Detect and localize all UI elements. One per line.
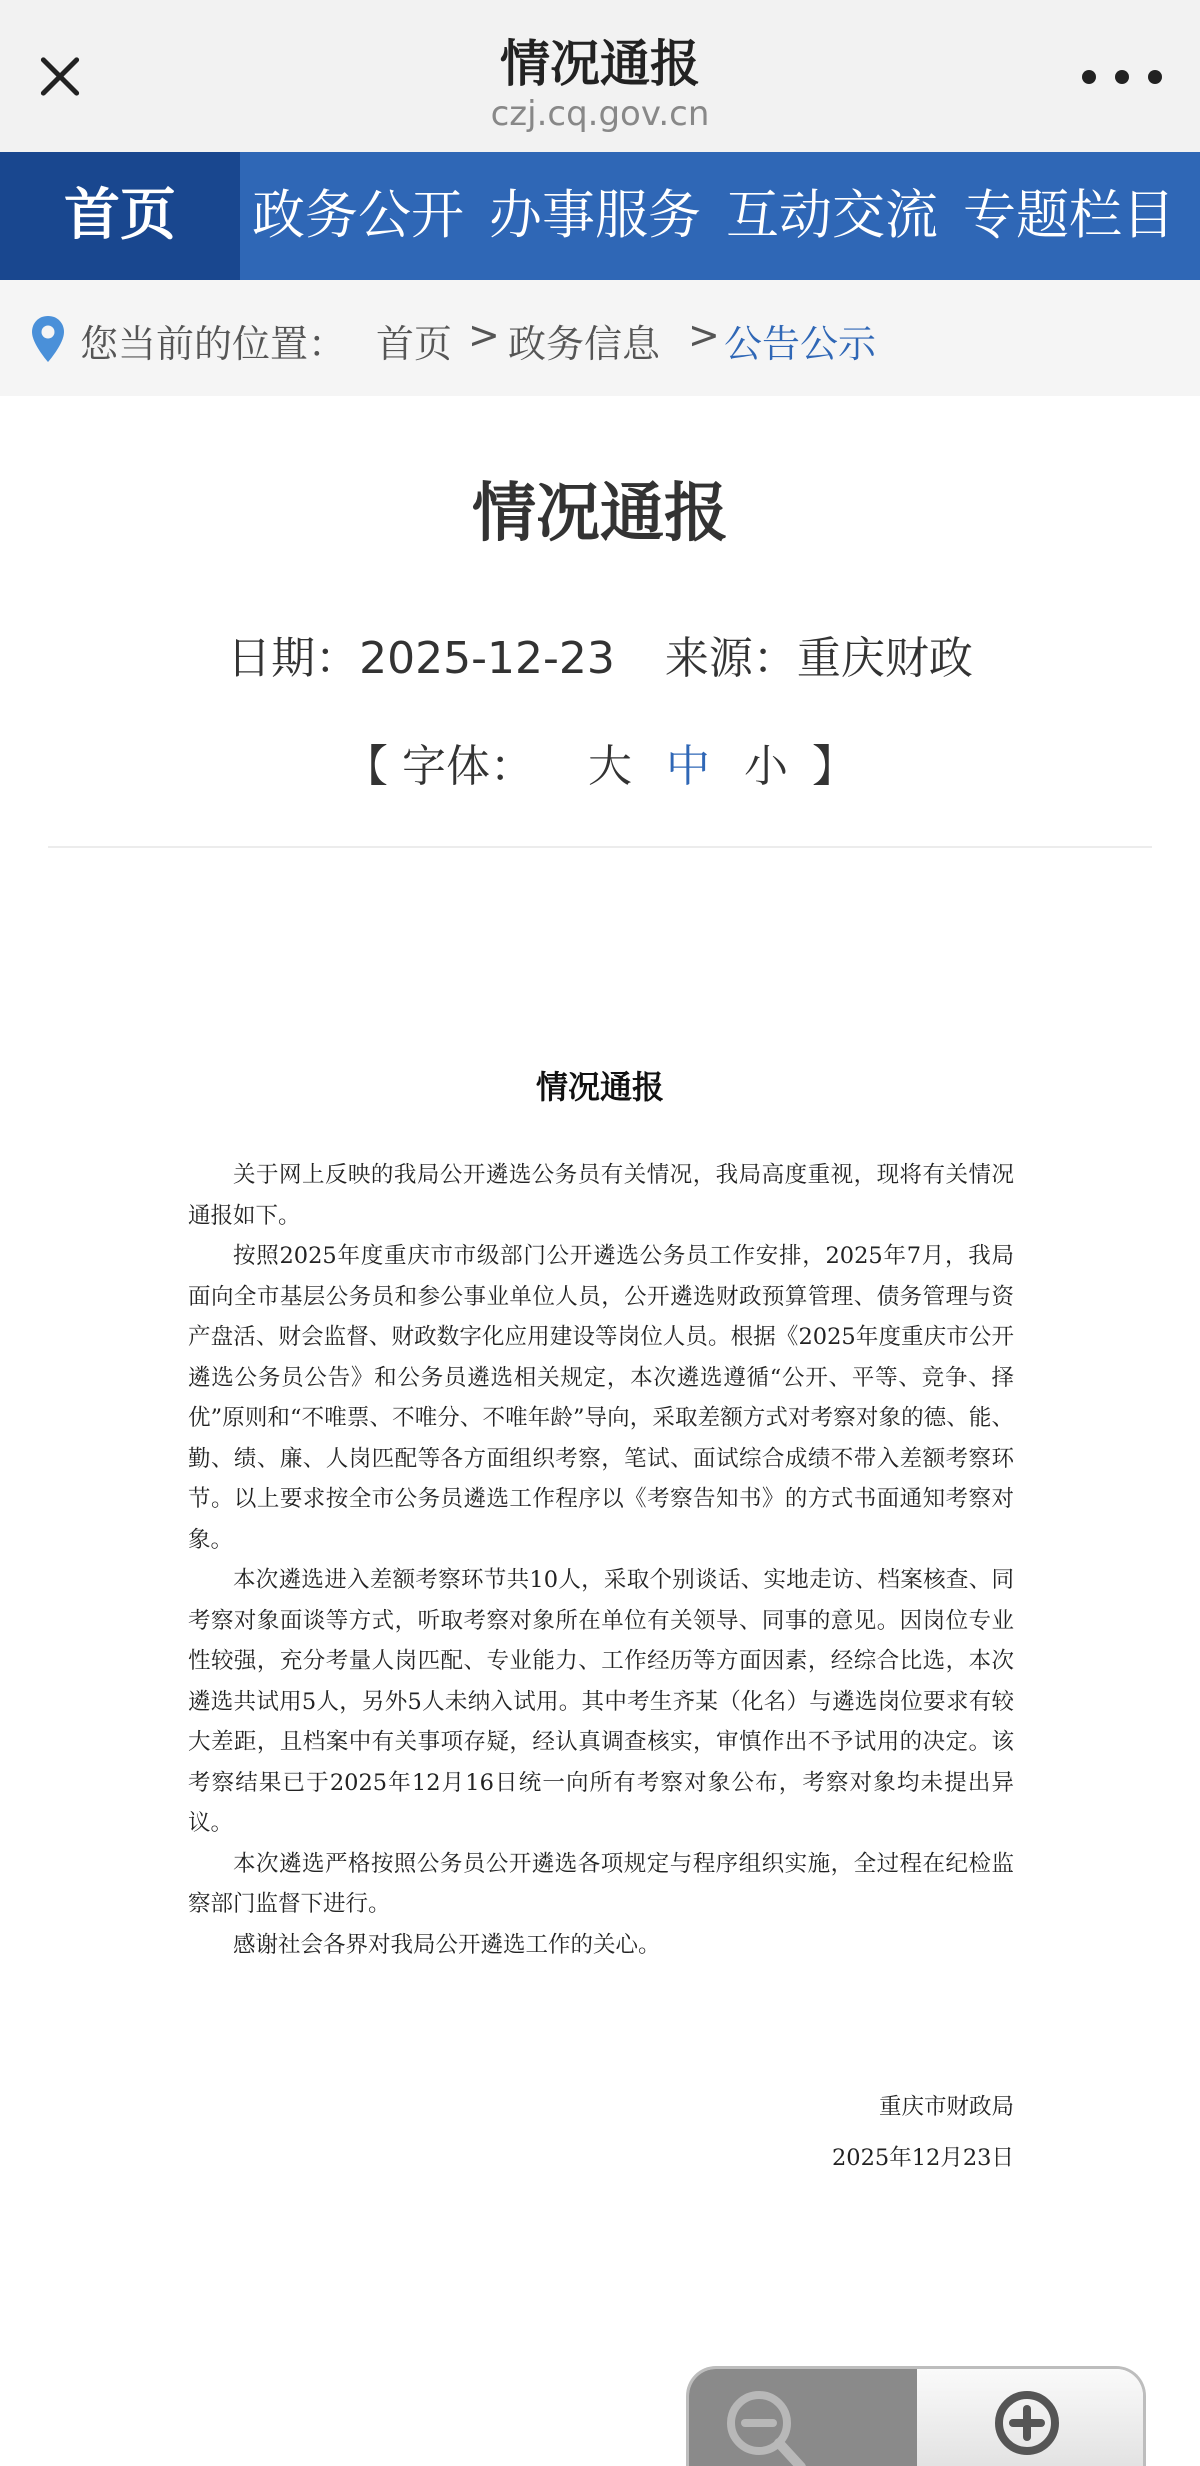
date-value: 2025-12-23 [359,633,615,684]
date-label: 日期： [227,633,360,684]
article-title: 情况通报 [472,477,728,551]
nav-item-services[interactable]: 办事服务 [489,185,701,246]
article-meta [0,622,1200,686]
document-body [188,1155,1014,1965]
zoom-out-button[interactable] [689,2369,917,2466]
breadcrumb-gov-info[interactable]: 政务信息 [508,322,661,366]
breadcrumb-separator: > [468,313,500,357]
breadcrumb-label: 您当前的位置： [80,322,347,366]
document-signature [832,2082,1014,2184]
signature-org: 重庆市财政局 [878,2094,1014,2120]
page-title: 情况通报 [500,35,700,93]
font-large-option[interactable]: 大 [588,741,632,792]
zoom-out-icon [709,2377,829,2466]
zoom-in-button[interactable] [917,2369,1146,2466]
site-nav [0,152,1200,280]
more-icon[interactable] [1082,62,1162,92]
source-value: 重庆财政 [796,633,973,684]
nav-item-interaction[interactable]: 互动交流 [726,185,938,246]
browser-header [0,0,1200,152]
document-paragraph: 关于网上反映的我局公开遴选公务员有关情况，我局高度重视，现将有关情况通报如下。 [188,1162,1014,1229]
breadcrumb [0,280,1200,396]
font-size-selector [0,730,1200,794]
document-paragraph: 按照2025年度重庆市市级部门公开遴选公务员工作安排，2025年7月，我局面向全市基层公务员和参公事业单位人员，公开遴选财政预算管理、债务管理与资产盘活、财会监督、财政数字化应用建设等岗位人员。根据《2025年度重庆市公开遴选公务员公告》和公务员遴选相关规定，本次遴选遵循“公开、平等、竞争、择优”原则和“不唯票、不唯分、不唯年龄”导向，采取差额方式对考察对象的德、能、勤、绩、廉、人岗匹配等各方面组织考察，笔试、面试综合成绩不带入差额考察环节。以上要求按全市公务员遴选工作程序以《考察告知书》的方式书面通知考察对象。 [188,1243,1014,1553]
nav-item-home[interactable]: 首页 [0,152,240,280]
font-bracket-open: 【 [344,741,388,792]
document-paragraph: 感谢社会各界对我局公开遴选工作的关心。 [233,1931,661,1958]
font-label: 字体： [402,741,534,792]
location-pin-icon [30,314,66,364]
zoom-in-icon [977,2377,1097,2466]
source-label: 来源： [664,633,797,684]
breadcrumb-notices[interactable]: 公告公示 [724,322,877,366]
divider [48,846,1152,848]
breadcrumb-home[interactable]: 首页 [376,322,453,366]
font-bracket-close: 】 [812,741,856,792]
nav-item-topics[interactable]: 专题栏目 [963,185,1175,246]
nav-item-government-affairs[interactable]: 政务公开 [252,185,464,246]
document-paragraph: 本次遴选进入差额考察环节共10人，采取个别谈话、实地走访、档案核查、同考察对象面谈等方式，听取考察对象所在单位有关领导、同事的意见。因岗位专业性较强，充分考量人岗匹配、专业能力、工作经历等方面因素，经综合比选，本次遴选共试用5人，另外5人未纳入试用。其中考生齐某（化名）与遴选岗位要求有较大差距，且档案中有关事项存疑，经认真调查核实，审慎作出不予试用的决定。该考察结果已于2025年12月16日统一向所有考察对象公布，考察对象均未提出异议。 [188,1567,1014,1836]
document-title: 情况通报 [535,1068,664,1106]
breadcrumb-separator: > [688,313,720,357]
font-medium-option[interactable]: 中 [666,741,710,792]
document-paragraph: 本次遴选严格按照公务员公开遴选各项规定与程序组织实施，全过程在纪检监察部门监督下进行。 [188,1850,1014,1917]
zoom-control [686,2366,1146,2466]
font-small-option[interactable]: 小 [744,741,788,792]
page-url: czj.cq.gov.cn [490,94,710,134]
signature-date: 2025年12月23日 [831,2145,1014,2171]
